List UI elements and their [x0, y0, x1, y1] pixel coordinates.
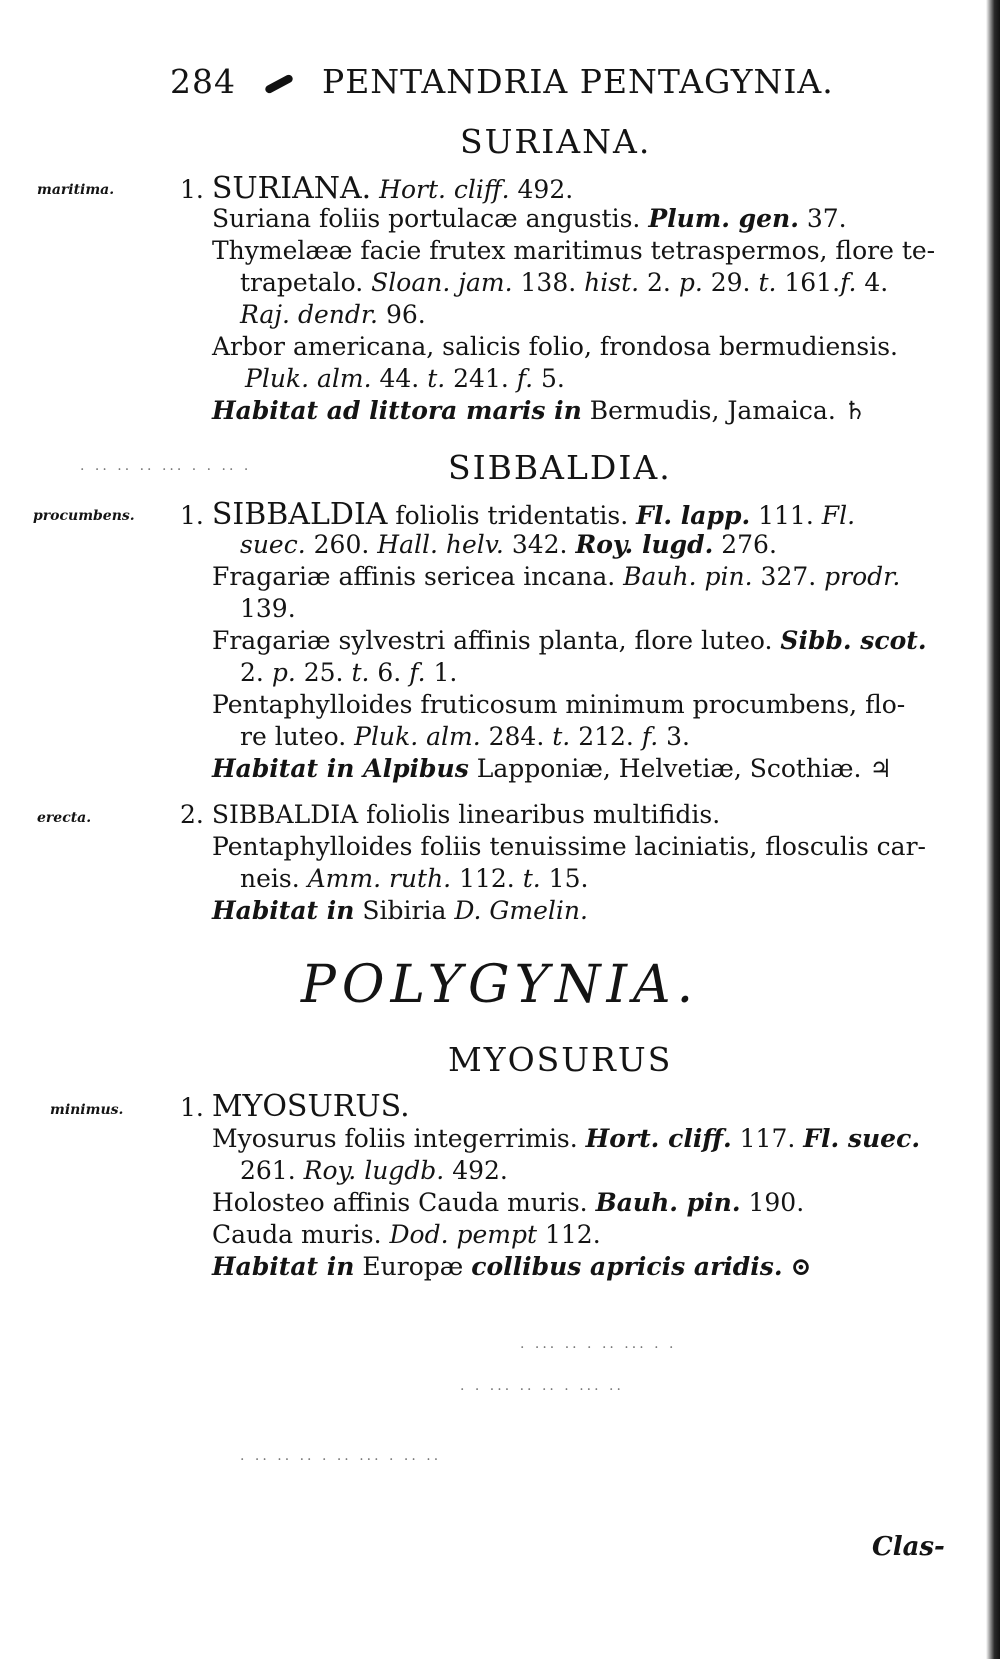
- entry-line: Arbor americana, salicis folio, frondosa bermudiensis.: [212, 332, 898, 361]
- catchword: Clas-: [872, 1532, 945, 1562]
- entry-line: 1. SURIANA. Hort. cliff. 492.: [180, 171, 574, 206]
- faint-show-through: · · ··· ·· ·· · ··· ··: [460, 1382, 624, 1398]
- entry-line: Pluk. alm. 44. t. 241. f. 5.: [245, 364, 565, 393]
- margin-name-minimus: minimus.: [50, 1102, 124, 1118]
- annual-symbol-icon: ⊙: [790, 1252, 812, 1281]
- habitat-line: Habitat in Europæ collibus apricis aridis. ⊙: [212, 1252, 812, 1281]
- entry-line: 2. SIBBALDIA foliolis linearibus multifidis.: [180, 800, 721, 829]
- genus-heading-sibbaldia: SIBBALDIA.: [448, 448, 672, 487]
- entry-line: neis. Amm. ruth. 112. t. 15.: [240, 864, 589, 893]
- genus-heading-suriana: SURIANA.: [460, 122, 652, 161]
- entry-line: suec. 260. Hall. helv. 342. Roy. lugd. 276.: [240, 530, 777, 559]
- entry-line: re luteo. Pluk. alm. 284. t. 212. f. 3.: [240, 722, 690, 751]
- habitat-line: Habitat ad littora maris in Bermudis, Jamaica. ♄: [212, 396, 867, 425]
- entry-line: 139.: [240, 594, 296, 623]
- header-title: PENTANDRIA PENTAGYNIA.: [322, 62, 834, 101]
- entry-line: Raj. dendr. 96.: [240, 300, 426, 329]
- margin-name-erecta: erecta.: [37, 810, 92, 826]
- habitat-line: Habitat in Sibiria D. Gmelin.: [212, 896, 588, 925]
- entry-line: Holosteo affinis Cauda muris. Bauh. pin. 190.: [212, 1188, 805, 1217]
- habitat-line: Habitat in Alpibus Lapponiæ, Helvetiæ, Scothiæ. ♃: [212, 754, 892, 783]
- margin-name-procumbens: procumbens.: [33, 508, 135, 524]
- entry-line: 1. SIBBALDIA foliolis tridentatis. Fl. lapp. 111. Fl.: [180, 497, 856, 532]
- tree-symbol-icon: ♄: [843, 396, 867, 425]
- entry-line: 2. p. 25. t. 6. f. 1.: [240, 658, 458, 687]
- entry-line: Fragariæ affinis sericea incana. Bauh. pin. 327. prodr.: [212, 562, 901, 591]
- entry-line: Myosurus foliis integerrimis. Hort. cliff. 117. Fl. suec.: [212, 1124, 921, 1153]
- margin-name-maritima: maritima.: [37, 182, 115, 198]
- class-heading-polygynia: POLYGYNIA.: [300, 955, 700, 1015]
- genus-heading-myosurus: MYOSURUS: [448, 1040, 673, 1079]
- entry-line: Suriana foliis portulacæ angustis. Plum. gen. 37.: [212, 204, 847, 233]
- page-edge-shadow: [986, 0, 1000, 1659]
- entry-line: Fragariæ sylvestri affinis planta, flore luteo. Sibb. scot.: [212, 626, 927, 655]
- entry-line: trapetalo. Sloan. jam. 138. hist. 2. p. 29. t. 161.f. 4.: [240, 268, 889, 297]
- running-header: [170, 62, 834, 101]
- faint-show-through: · ·· ·· ·· · ·· ··· · ·· ··: [240, 1452, 442, 1468]
- faint-show-through: · ··· ·· · ·· ··· · ·: [520, 1340, 677, 1356]
- perennial-symbol-icon: ♃: [869, 754, 892, 783]
- entry-line: Cauda muris. Dod. pempt 112.: [212, 1220, 601, 1249]
- faint-show-through: · ·· ·· ·· ··· · · ·· ·: [80, 462, 252, 478]
- ink-mark-icon: [264, 73, 294, 94]
- entry-line: Pentaphylloides foliis tenuissime laciniatis, flosculis car-: [212, 832, 926, 861]
- page-number: 284: [170, 62, 236, 101]
- entry-line: 261. Roy. lugdb. 492.: [240, 1156, 508, 1185]
- entry-line: Pentaphylloides fruticosum minimum procumbens, flo-: [212, 690, 906, 719]
- entry-line: Thymelææ facie frutex maritimus tetraspermos, flore te-: [212, 236, 936, 265]
- entry-line: 1. MYOSURUS.: [180, 1089, 410, 1124]
